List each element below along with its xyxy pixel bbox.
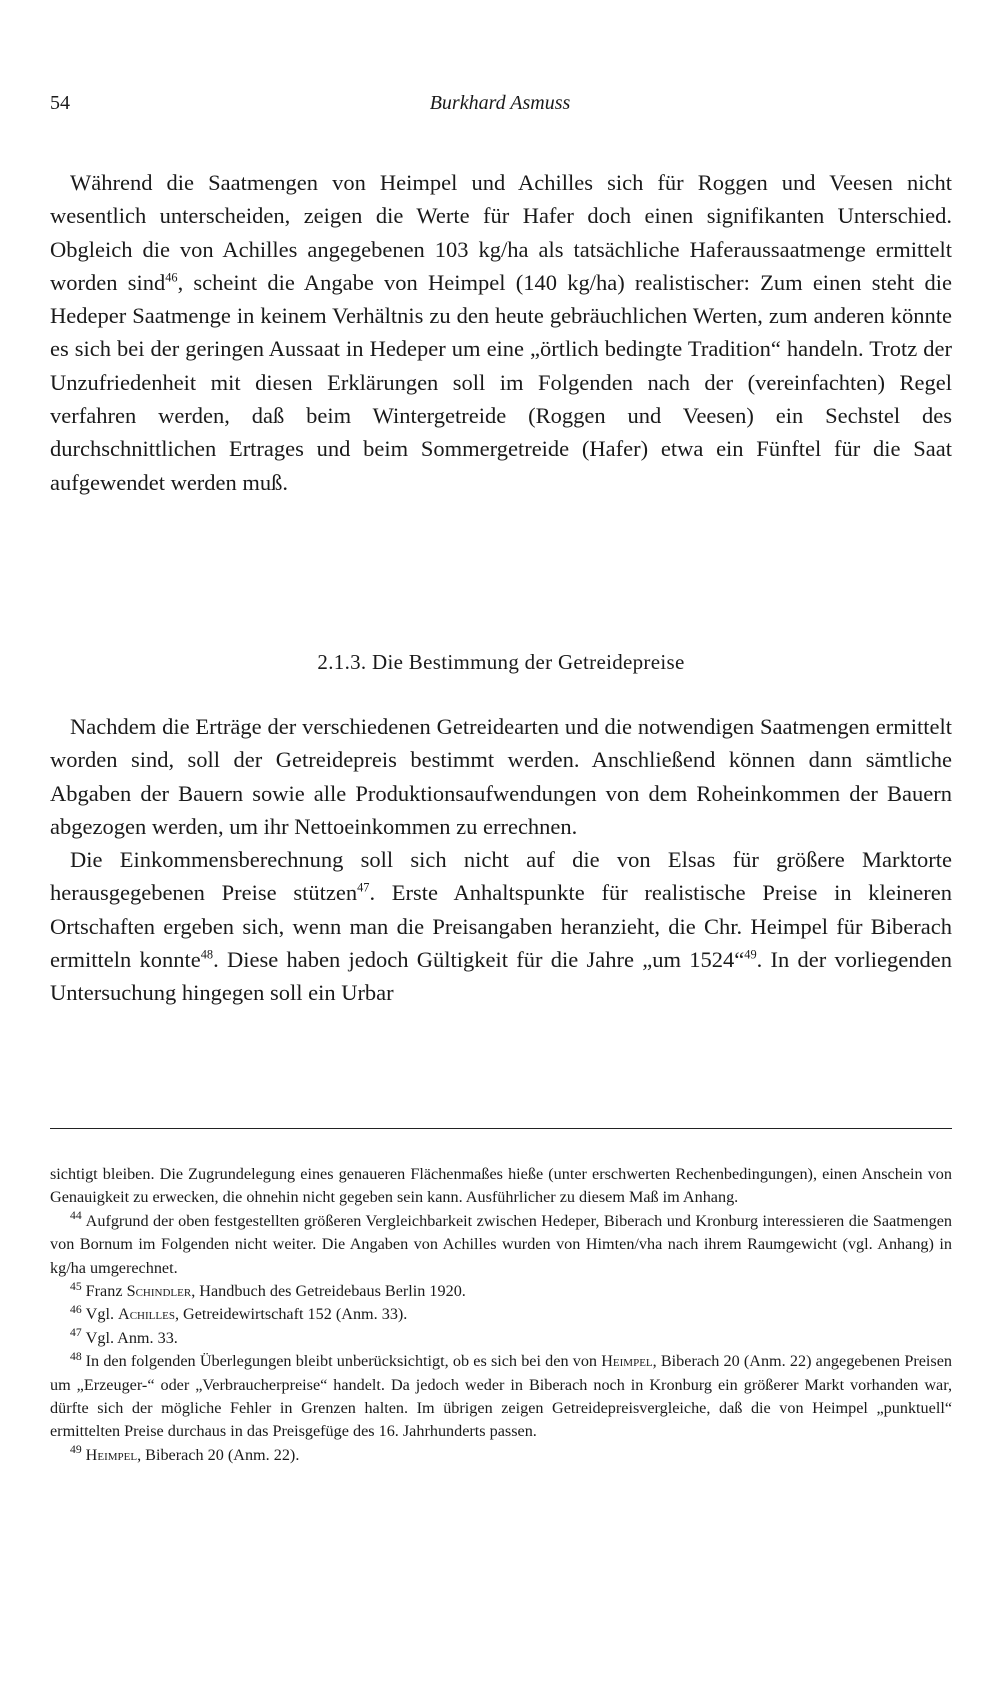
footnote-text: , Handbuch des Getreidebaus Berlin 1920. [191, 1282, 466, 1301]
footnote-text: Vgl. Anm. 33. [85, 1328, 178, 1347]
footnote-49 [50, 1444, 952, 1467]
footnote-ref: 46 [165, 270, 178, 285]
footnote-ref: 48 [200, 947, 214, 962]
footnote-number: 48 [70, 1349, 82, 1363]
footnote-number: 47 [70, 1326, 82, 1340]
footnote-number: 44 [70, 1209, 82, 1223]
paragraph-text: Während die Saatmengen von Heimpel und Achilles sich für Roggen und Veesen nicht wesentlich unterscheiden, zeigen die Werte für Hafer doch einen signifikanten Unterschied. Obgleich die von Achilles angegebenen 103 kg/ha als tatsächliche Haferaussaatmenge ermittelt worden sind [50, 170, 952, 295]
footnote-author: Heimpel [601, 1352, 653, 1371]
footnote-ref: 47 [357, 880, 370, 895]
footnote-48 [50, 1350, 952, 1444]
section-heading: 2.1.3. Die Bestimmung der Getreidepreise [317, 650, 685, 674]
paragraph-text: Die Einkommensberechnung soll sich nicht auf die von Elsas für größere Marktorte herausgegebenen Preise stützen [50, 847, 952, 906]
paragraph-text: . Diese haben jedoch Gültigkeit für die Jahre „um 1524“ [213, 947, 745, 973]
paragraph [50, 843, 952, 1009]
paragraph-text: . In der vorliegenden Untersuchung hingegen soll ein Urbar [50, 947, 952, 1006]
footnote-ref: 49 [744, 947, 757, 962]
footnotes [50, 1163, 952, 1467]
paragraph-text: . Erste Anhaltspunkte für realistische Preise in kleineren Ortschaften ergeben sich, wenn man die Preisangaben heranzieht, die Chr. Heimpel für Biberach ermitteln konnte [50, 880, 953, 973]
footnote-text: , Biberach 20 (Anm. 22) angegebenen Preisen um „Erzeuger-“ oder „Verbraucherpreise“ handelt. Da jedoch weder in Biberach noch in Kronburg ein größerer Markt vorhanden war, dürfte sich der mögliche Fehler in Grenzen halten. Im übrigen zeigen Getreidepreisvergleiche, daß die von Heimpel „punktuell“ ermittelten Preise durchaus in das Preisgefüge des 16. Jahrhunderts passen. [50, 1352, 952, 1441]
footnote-47 [50, 1327, 952, 1350]
footnote-author: Heimpel [85, 1445, 138, 1464]
footnote-author: Achilles [118, 1305, 175, 1324]
page-header [50, 92, 950, 126]
footnote-number: 45 [70, 1279, 82, 1293]
footnote-number: 46 [70, 1303, 82, 1317]
footnote-46 [50, 1303, 952, 1326]
footnote-text: Aufgrund der oben festgestellten größeren Vergleichbarkeit zwischen Hedeper, Biberach und Kronburg interessieren die Saatmengen von Bornum im Folgenden nicht weiter. Die Angaben von Achilles wurden von Himten/vha nach ihrem Raumgewicht (vgl. Anhang) in kg/ha umgerechnet. [50, 1211, 952, 1277]
footnote-number: 49 [70, 1443, 82, 1457]
body-text-lower [50, 710, 952, 1010]
running-head: Burkhard Asmuss [429, 92, 571, 114]
paragraph-text: , scheint die Angabe von Heimpel (140 kg/ha) realistischer: Zum einen steht die Hedeper Saatmenge in keinem Verhältnis zu den heute gebräuchlichen Werten, zum anderen könnte es sich bei der geringen Aussaat in Hedeper um eine „örtlich bedingte Tradition“ handeln. Trotz der Unzufriedenheit mit diesen Erklärungen soll im Folgenden nach der (vereinfachten) Regel verfahren werden, daß beim Wintergetreide (Roggen und Veesen) ein Sechstel des durchschnittlichen Ertrages und beim Sommergetreide (Hafer) etwa ein Fünftel für die Saat aufgewendet werden muß. [50, 269, 952, 495]
footnote-44 [50, 1210, 952, 1280]
paragraph: Nachdem die Erträge der verschiedenen Getreidearten und die notwendigen Saatmengen ermittelt worden sind, soll der Getreidepreis bestimmt werden. Anschließend können dann sämtliche Abgaben der Bauern sowie alle Produktionsaufwendungen von dem Roheinkommen der Bauern abgezogen werden, um ihr Nettoeinkommen zu errechnen. [50, 714, 952, 839]
page-number: 54 [50, 92, 70, 114]
footnote-text: In den folgenden Überlegungen bleibt unberücksichtigt, ob es sich bei den von [85, 1352, 602, 1371]
footnote-45 [50, 1280, 952, 1303]
footnote-continuation: sichtigt bleiben. Die Zugrundelegung eines genaueren Flächenmaßes hieße (unter erschwerten Rechenbedingungen), einen Anschein von Genauigkeit zu erwecken, die ohnehin nicht gegeben sein kann. Ausführlicher zu diesem Maß im Anhang. [50, 1165, 952, 1207]
footnote-divider [50, 1128, 952, 1129]
body-text-upper [50, 166, 952, 499]
footnote-text: Vgl. [85, 1305, 119, 1324]
footnote-text: , Getreidewirtschaft 152 (Anm. 33). [174, 1305, 408, 1324]
paragraph [50, 166, 952, 499]
footnote-author: Schindler [126, 1282, 192, 1301]
footnote-text: Franz [85, 1282, 127, 1301]
footnote-text: , Biberach 20 (Anm. 22). [137, 1445, 300, 1464]
